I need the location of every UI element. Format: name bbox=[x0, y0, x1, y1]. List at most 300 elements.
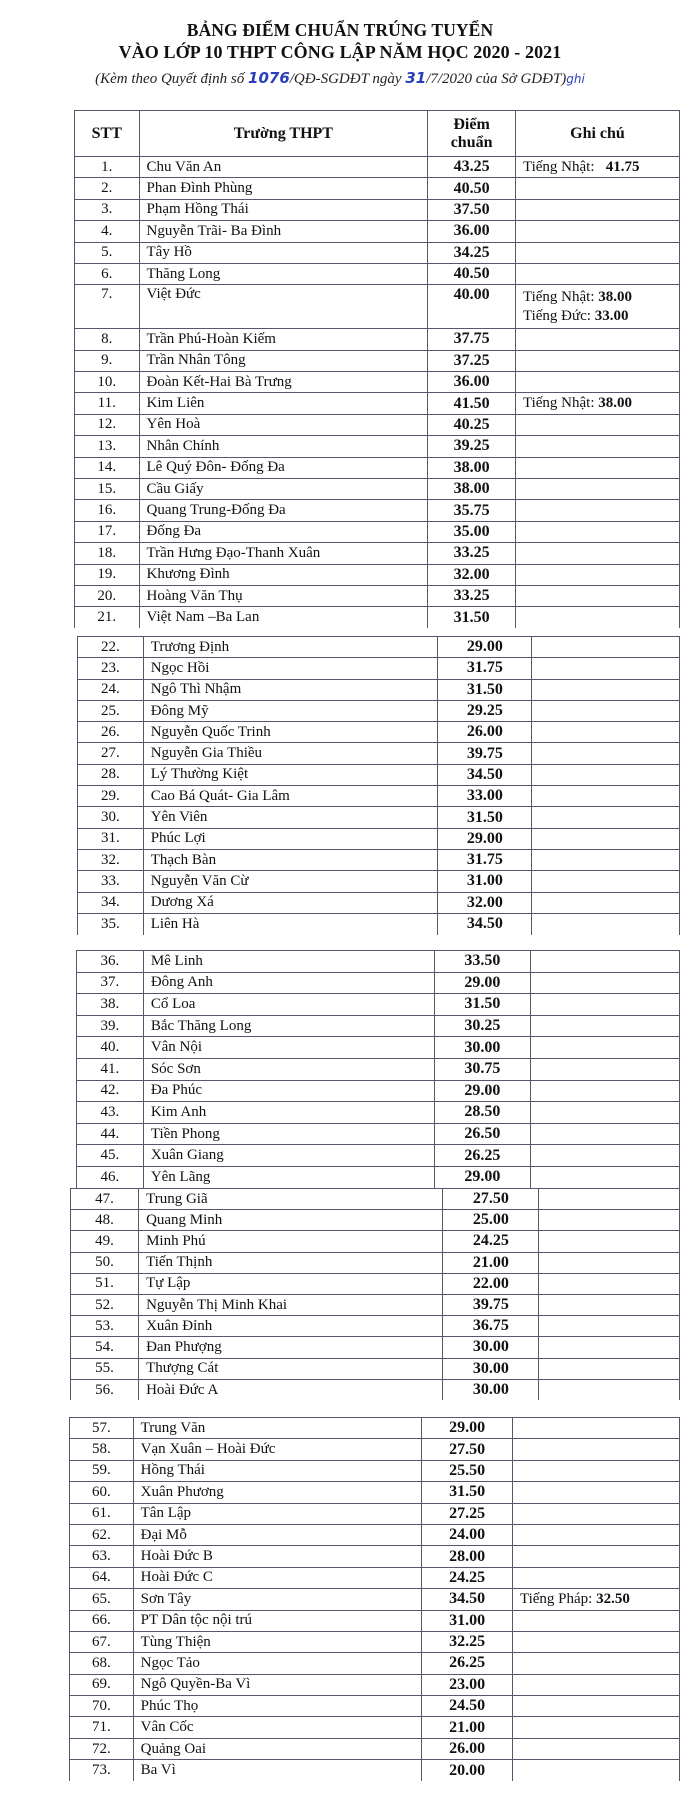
row-school-name: Nguyễn Thị Minh Khai bbox=[139, 1294, 443, 1315]
row-cutoff-score: 40.50 bbox=[428, 263, 516, 284]
row-cutoff-score: 34.50 bbox=[438, 913, 532, 934]
table-row bbox=[71, 1358, 680, 1379]
row-cutoff-score: 22.00 bbox=[443, 1273, 539, 1294]
row-stt: 23. bbox=[78, 658, 144, 679]
table-row bbox=[75, 350, 680, 371]
row-note bbox=[539, 1189, 680, 1210]
row-cutoff-score: 29.00 bbox=[422, 1418, 513, 1439]
row-note bbox=[539, 1252, 680, 1273]
table-segment bbox=[76, 950, 680, 1189]
row-school-name: Vân Cốc bbox=[133, 1717, 422, 1738]
row-stt: 43. bbox=[77, 1102, 144, 1124]
row-school-name: Trương Định bbox=[143, 637, 438, 658]
table-row bbox=[75, 585, 680, 606]
row-school-name: Trung Giã bbox=[139, 1189, 443, 1210]
row-school-name: Ngọc Tảo bbox=[133, 1653, 422, 1674]
row-school-name: Nguyễn Trãi- Ba Đình bbox=[139, 221, 428, 242]
table-row bbox=[75, 414, 680, 435]
row-note bbox=[515, 436, 679, 457]
row-school-name: Yên Viên bbox=[143, 807, 438, 828]
row-note bbox=[530, 1145, 679, 1167]
row-note bbox=[539, 1316, 680, 1337]
table-row bbox=[77, 1145, 680, 1167]
table-row bbox=[71, 1252, 680, 1273]
table-row bbox=[75, 607, 680, 628]
table-segment bbox=[74, 110, 680, 628]
row-cutoff-score: 29.00 bbox=[435, 1080, 530, 1102]
row-school-name: Nhân Chính bbox=[139, 436, 428, 457]
table-row bbox=[77, 1058, 680, 1080]
table-row bbox=[75, 285, 680, 329]
table-header-row bbox=[75, 111, 680, 157]
row-note bbox=[539, 1294, 680, 1315]
row-school-name: Sơn Tây bbox=[133, 1589, 422, 1610]
row-cutoff-score: 35.75 bbox=[428, 500, 516, 521]
row-note bbox=[532, 871, 680, 892]
row-note bbox=[530, 1102, 679, 1124]
row-note bbox=[539, 1231, 680, 1252]
table-row bbox=[70, 1653, 680, 1674]
table-segment bbox=[69, 1417, 680, 1781]
table-row bbox=[78, 722, 680, 743]
row-school-name: Đan Phượng bbox=[139, 1337, 443, 1358]
row-note bbox=[512, 1460, 679, 1481]
row-cutoff-score: 28.50 bbox=[435, 1102, 530, 1124]
row-note bbox=[530, 1058, 679, 1080]
row-stt: 46. bbox=[77, 1166, 144, 1188]
table-row bbox=[78, 871, 680, 892]
table-row bbox=[75, 371, 680, 392]
table-row bbox=[77, 951, 680, 973]
table-row bbox=[71, 1379, 680, 1400]
row-stt: 1. bbox=[75, 157, 140, 178]
row-school-name: Cầu Giấy bbox=[139, 478, 428, 499]
row-cutoff-score: 24.00 bbox=[422, 1524, 513, 1545]
row-school-name: Mê Linh bbox=[143, 951, 434, 973]
row-stt: 19. bbox=[75, 564, 140, 585]
row-school-name: Thượng Cát bbox=[139, 1358, 443, 1379]
row-school-name: Tân Lập bbox=[133, 1503, 422, 1524]
row-school-name: Tự Lập bbox=[139, 1273, 443, 1294]
row-note bbox=[530, 1015, 679, 1037]
row-stt: 59. bbox=[70, 1460, 134, 1481]
row-school-name: Phúc Thọ bbox=[133, 1696, 422, 1717]
row-cutoff-score: 37.50 bbox=[428, 199, 516, 220]
row-note bbox=[515, 199, 679, 220]
row-note bbox=[512, 1653, 679, 1674]
row-cutoff-score: 31.00 bbox=[422, 1610, 513, 1631]
row-school-name: Lê Quý Đôn- Đống Đa bbox=[139, 457, 428, 478]
table-row bbox=[78, 700, 680, 721]
row-school-name: Yên Hoà bbox=[139, 414, 428, 435]
row-note bbox=[532, 743, 680, 764]
header-note: Ghi chú bbox=[515, 111, 679, 157]
row-note bbox=[512, 1589, 679, 1610]
row-cutoff-score: 43.25 bbox=[428, 157, 516, 178]
row-cutoff-score: 40.00 bbox=[428, 285, 516, 329]
row-stt: 47. bbox=[71, 1189, 139, 1210]
row-stt: 53. bbox=[71, 1316, 139, 1337]
table-row bbox=[75, 393, 680, 414]
row-note bbox=[515, 585, 679, 606]
row-note bbox=[530, 1037, 679, 1059]
table-row bbox=[78, 828, 680, 849]
row-stt: 8. bbox=[75, 329, 140, 350]
table-row bbox=[75, 178, 680, 199]
row-stt: 4. bbox=[75, 221, 140, 242]
row-school-name: Nguyễn Văn Cừ bbox=[143, 871, 438, 892]
table-row bbox=[75, 478, 680, 499]
row-cutoff-score: 26.25 bbox=[435, 1145, 530, 1167]
row-cutoff-score: 31.50 bbox=[435, 994, 530, 1016]
row-cutoff-score: 24.25 bbox=[443, 1231, 539, 1252]
table-row bbox=[75, 242, 680, 263]
row-note bbox=[515, 564, 679, 585]
row-cutoff-score: 33.25 bbox=[428, 543, 516, 564]
row-stt: 31. bbox=[78, 828, 144, 849]
row-note bbox=[532, 807, 680, 828]
row-cutoff-score: 39.25 bbox=[428, 436, 516, 457]
table-row bbox=[78, 786, 680, 807]
subtitle-suffix: /7/2020 của Sở GDĐT) bbox=[426, 71, 567, 87]
document-title-line1: BẢNG ĐIỂM CHUẨN TRÚNG TUYỂN bbox=[186, 20, 494, 40]
row-note bbox=[515, 221, 679, 242]
table-row bbox=[70, 1717, 680, 1738]
row-school-name: Cao Bá Quát- Gia Lâm bbox=[143, 786, 438, 807]
row-school-name: Tùng Thiện bbox=[133, 1631, 422, 1652]
row-cutoff-score: 39.75 bbox=[438, 743, 532, 764]
row-cutoff-score: 30.00 bbox=[443, 1379, 539, 1400]
row-note bbox=[512, 1546, 679, 1567]
row-cutoff-score: 21.00 bbox=[443, 1252, 539, 1273]
row-cutoff-score: 34.50 bbox=[422, 1589, 513, 1610]
table-row bbox=[70, 1696, 680, 1717]
row-note bbox=[532, 764, 680, 785]
row-note bbox=[532, 700, 680, 721]
row-note bbox=[539, 1379, 680, 1400]
row-cutoff-score: 29.00 bbox=[435, 972, 530, 994]
row-note bbox=[532, 679, 680, 700]
row-cutoff-score: 32.25 bbox=[422, 1631, 513, 1652]
row-cutoff-score: 33.50 bbox=[435, 951, 530, 973]
row-cutoff-score: 31.50 bbox=[438, 807, 532, 828]
row-stt: 39. bbox=[77, 1015, 144, 1037]
table-row bbox=[70, 1460, 680, 1481]
row-stt: 6. bbox=[75, 263, 140, 284]
row-stt: 35. bbox=[78, 913, 144, 934]
row-school-name: Xuân Phương bbox=[133, 1482, 422, 1503]
table-row bbox=[75, 199, 680, 220]
row-school-name: Quang Trung-Đống Đa bbox=[139, 500, 428, 521]
document-subtitle bbox=[0, 69, 680, 88]
row-school-name: Hoài Đức B bbox=[133, 1546, 422, 1567]
row-note bbox=[515, 543, 679, 564]
table-row bbox=[70, 1631, 680, 1652]
row-school-name: Bắc Thăng Long bbox=[143, 1015, 434, 1037]
row-stt: 3. bbox=[75, 199, 140, 220]
row-stt: 65. bbox=[70, 1589, 134, 1610]
row-school-name: PT Dân tộc nội trú bbox=[133, 1610, 422, 1631]
row-cutoff-score: 35.00 bbox=[428, 521, 516, 542]
row-stt: 71. bbox=[70, 1717, 134, 1738]
table-row bbox=[78, 913, 680, 934]
row-note bbox=[512, 1631, 679, 1652]
table-row bbox=[75, 564, 680, 585]
table-row bbox=[70, 1503, 680, 1524]
row-stt: 16. bbox=[75, 500, 140, 521]
row-cutoff-score: 26.50 bbox=[435, 1123, 530, 1145]
row-cutoff-score: 30.00 bbox=[435, 1037, 530, 1059]
table-segment bbox=[77, 636, 680, 935]
row-stt: 52. bbox=[71, 1294, 139, 1315]
row-note bbox=[539, 1210, 680, 1231]
row-stt: 57. bbox=[70, 1418, 134, 1439]
row-note bbox=[512, 1503, 679, 1524]
row-stt: 64. bbox=[70, 1567, 134, 1588]
row-cutoff-score: 38.00 bbox=[428, 457, 516, 478]
table-row bbox=[75, 457, 680, 478]
row-stt: 2. bbox=[75, 178, 140, 199]
row-stt: 9. bbox=[75, 350, 140, 371]
row-note bbox=[512, 1717, 679, 1738]
row-note bbox=[515, 157, 679, 178]
row-school-name: Kim Liên bbox=[139, 393, 428, 414]
row-school-name: Trần Hưng Đạo-Thanh Xuân bbox=[139, 543, 428, 564]
row-cutoff-score: 29.00 bbox=[435, 1166, 530, 1188]
row-stt: 10. bbox=[75, 371, 140, 392]
header-school: Trường THPT bbox=[139, 111, 428, 157]
row-stt: 49. bbox=[71, 1231, 139, 1252]
row-school-name: Tiến Thịnh bbox=[139, 1252, 443, 1273]
row-school-name: Liên Hà bbox=[143, 913, 438, 934]
table-row bbox=[78, 892, 680, 913]
row-stt: 22. bbox=[78, 637, 144, 658]
row-note bbox=[532, 722, 680, 743]
row-note bbox=[539, 1358, 680, 1379]
row-note bbox=[515, 350, 679, 371]
row-note bbox=[530, 1166, 679, 1188]
row-note bbox=[512, 1738, 679, 1759]
table-row bbox=[70, 1482, 680, 1503]
row-school-name: Thạch Bàn bbox=[143, 849, 438, 870]
row-stt: 24. bbox=[78, 679, 144, 700]
row-note bbox=[530, 1080, 679, 1102]
row-cutoff-score: 32.00 bbox=[438, 892, 532, 913]
row-school-name: Phúc Lợi bbox=[143, 828, 438, 849]
row-stt: 61. bbox=[70, 1503, 134, 1524]
row-school-name: Đoàn Kết-Hai Bà Trưng bbox=[139, 371, 428, 392]
row-note bbox=[512, 1760, 679, 1781]
table-row bbox=[70, 1418, 680, 1439]
table-row bbox=[75, 500, 680, 521]
table-row bbox=[70, 1524, 680, 1545]
row-cutoff-score: 36.00 bbox=[428, 371, 516, 392]
row-school-name: Đông Mỹ bbox=[143, 700, 438, 721]
row-stt: 72. bbox=[70, 1738, 134, 1759]
row-cutoff-score: 23.00 bbox=[422, 1674, 513, 1695]
row-stt: 34. bbox=[78, 892, 144, 913]
row-stt: 56. bbox=[71, 1379, 139, 1400]
row-note bbox=[532, 892, 680, 913]
table-row bbox=[78, 743, 680, 764]
row-school-name: Minh Phú bbox=[139, 1231, 443, 1252]
row-cutoff-score: 26.00 bbox=[422, 1738, 513, 1759]
row-school-name: Đa Phúc bbox=[143, 1080, 434, 1102]
row-note bbox=[512, 1482, 679, 1503]
note-language-score: Tiếng Nhật: 38.00 bbox=[522, 288, 633, 305]
row-school-name: Xuân Đỉnh bbox=[139, 1316, 443, 1337]
row-stt: 73. bbox=[70, 1760, 134, 1781]
row-stt: 45. bbox=[77, 1145, 144, 1167]
table-row bbox=[77, 1037, 680, 1059]
row-note bbox=[515, 242, 679, 263]
row-stt: 36. bbox=[77, 951, 144, 973]
row-note bbox=[530, 1123, 679, 1145]
row-cutoff-score: 31.50 bbox=[428, 607, 516, 628]
row-cutoff-score: 24.25 bbox=[422, 1567, 513, 1588]
table-row bbox=[70, 1546, 680, 1567]
table-row bbox=[71, 1210, 680, 1231]
row-stt: 17. bbox=[75, 521, 140, 542]
row-note bbox=[515, 329, 679, 350]
handwritten-decision-number: 1076 bbox=[248, 69, 290, 87]
subtitle-prefix: (Kèm theo Quyết định số bbox=[95, 71, 249, 87]
row-school-name: Đống Đa bbox=[139, 521, 428, 542]
row-stt: 13. bbox=[75, 436, 140, 457]
row-school-name: Nguyễn Gia Thiều bbox=[143, 743, 438, 764]
row-stt: 18. bbox=[75, 543, 140, 564]
row-cutoff-score: 20.00 bbox=[422, 1760, 513, 1781]
row-school-name: Yên Lãng bbox=[143, 1166, 434, 1188]
row-cutoff-score: 21.00 bbox=[422, 1717, 513, 1738]
table-row bbox=[78, 849, 680, 870]
row-stt: 51. bbox=[71, 1273, 139, 1294]
note-language-score: Tiếng Nhật: 38.00 bbox=[522, 395, 633, 412]
row-stt: 33. bbox=[78, 871, 144, 892]
table-segment bbox=[70, 1188, 680, 1400]
row-stt: 42. bbox=[77, 1080, 144, 1102]
row-school-name: Vân Nội bbox=[143, 1037, 434, 1059]
row-note bbox=[515, 500, 679, 521]
row-cutoff-score: 27.50 bbox=[422, 1439, 513, 1460]
row-school-name: Trung Văn bbox=[133, 1418, 422, 1439]
row-school-name: Ba Vì bbox=[133, 1760, 422, 1781]
row-cutoff-score: 31.50 bbox=[422, 1482, 513, 1503]
table-row bbox=[75, 543, 680, 564]
row-school-name: Khương Đình bbox=[139, 564, 428, 585]
note-language-score: Tiếng Pháp: 32.50 bbox=[519, 1590, 630, 1607]
table-row bbox=[78, 679, 680, 700]
row-cutoff-score: 29.25 bbox=[438, 700, 532, 721]
row-school-name: Đông Anh bbox=[143, 972, 434, 994]
row-stt: 27. bbox=[78, 743, 144, 764]
row-school-name: Ngọc Hồi bbox=[143, 658, 438, 679]
table-row bbox=[78, 807, 680, 828]
row-stt: 5. bbox=[75, 242, 140, 263]
table-row bbox=[70, 1439, 680, 1460]
row-school-name: Cổ Loa bbox=[143, 994, 434, 1016]
table-row bbox=[77, 1015, 680, 1037]
row-note bbox=[512, 1439, 679, 1460]
table-row bbox=[75, 521, 680, 542]
row-school-name: Ngô Thì Nhậm bbox=[143, 679, 438, 700]
table-row bbox=[78, 658, 680, 679]
row-school-name: Quang Minh bbox=[139, 1210, 443, 1231]
row-note bbox=[530, 994, 679, 1016]
table-row bbox=[77, 1102, 680, 1124]
row-cutoff-score: 24.50 bbox=[422, 1696, 513, 1717]
row-stt: 44. bbox=[77, 1123, 144, 1145]
row-school-name: Xuân Giang bbox=[143, 1145, 434, 1167]
row-cutoff-score: 26.25 bbox=[422, 1653, 513, 1674]
row-cutoff-score: 37.25 bbox=[428, 350, 516, 371]
row-stt: 11. bbox=[75, 393, 140, 414]
row-note bbox=[539, 1273, 680, 1294]
row-cutoff-score: 31.75 bbox=[438, 849, 532, 870]
row-cutoff-score: 25.00 bbox=[443, 1210, 539, 1231]
row-cutoff-score: 34.25 bbox=[428, 242, 516, 263]
table-row bbox=[75, 221, 680, 242]
handwritten-decision-day: 31 bbox=[405, 69, 427, 87]
row-note bbox=[515, 457, 679, 478]
table-row bbox=[70, 1738, 680, 1759]
row-note bbox=[512, 1610, 679, 1631]
row-note bbox=[515, 178, 679, 199]
row-stt: 38. bbox=[77, 994, 144, 1016]
row-note bbox=[515, 478, 679, 499]
row-school-name: Thăng Long bbox=[139, 263, 428, 284]
row-cutoff-score: 29.00 bbox=[438, 637, 532, 658]
row-school-name: Trần Nhân Tông bbox=[139, 350, 428, 371]
row-stt: 50. bbox=[71, 1252, 139, 1273]
row-school-name: Trần Phú-Hoàn Kiếm bbox=[139, 329, 428, 350]
row-note bbox=[512, 1524, 679, 1545]
row-stt: 70. bbox=[70, 1696, 134, 1717]
table-row bbox=[78, 637, 680, 658]
row-school-name: Việt Đức bbox=[139, 285, 428, 329]
table-row bbox=[75, 436, 680, 457]
row-cutoff-score: 32.00 bbox=[428, 564, 516, 585]
row-note bbox=[515, 607, 679, 628]
row-stt: 40. bbox=[77, 1037, 144, 1059]
row-note bbox=[532, 658, 680, 679]
row-school-name: Dương Xá bbox=[143, 892, 438, 913]
row-note bbox=[532, 849, 680, 870]
row-cutoff-score: 39.75 bbox=[443, 1294, 539, 1315]
row-school-name: Kim Anh bbox=[143, 1102, 434, 1124]
row-stt: 58. bbox=[70, 1439, 134, 1460]
row-cutoff-score: 33.25 bbox=[428, 585, 516, 606]
row-school-name: Lý Thường Kiệt bbox=[143, 764, 438, 785]
row-school-name: Chu Văn An bbox=[139, 157, 428, 178]
row-stt: 15. bbox=[75, 478, 140, 499]
row-stt: 14. bbox=[75, 457, 140, 478]
row-school-name: Hoài Đức C bbox=[133, 1567, 422, 1588]
row-stt: 12. bbox=[75, 414, 140, 435]
row-cutoff-score: 29.00 bbox=[438, 828, 532, 849]
row-note bbox=[512, 1696, 679, 1717]
row-stt: 26. bbox=[78, 722, 144, 743]
row-stt: 28. bbox=[78, 764, 144, 785]
row-note bbox=[515, 263, 679, 284]
row-stt: 66. bbox=[70, 1610, 134, 1631]
row-cutoff-score: 36.00 bbox=[428, 221, 516, 242]
row-school-name: Quảng Oai bbox=[133, 1738, 422, 1759]
table-row bbox=[71, 1294, 680, 1315]
row-cutoff-score: 40.25 bbox=[428, 414, 516, 435]
row-note bbox=[532, 786, 680, 807]
row-stt: 25. bbox=[78, 700, 144, 721]
